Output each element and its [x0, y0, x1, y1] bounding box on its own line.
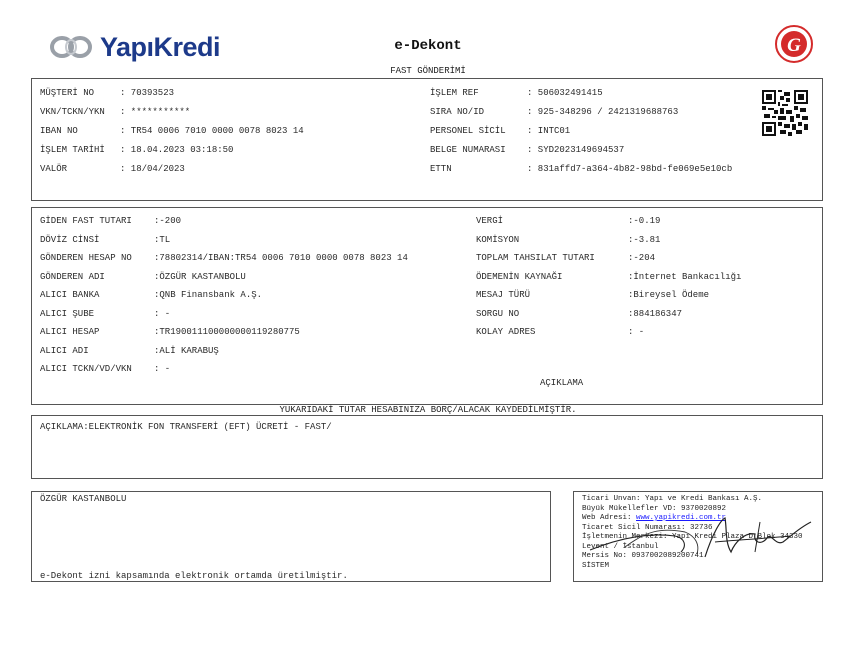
info-right-value: : INTC01 — [527, 126, 571, 136]
details-left-label: ALICI BANKA — [40, 290, 100, 300]
info-right-label: İŞLEM REF — [430, 88, 479, 98]
details-left-label: DÖVİZ CİNSİ — [40, 234, 100, 245]
info-right-label: BELGE NUMARASI — [430, 145, 506, 155]
svg-text:G: G — [787, 35, 801, 56]
customer-name: ÖZGÜR KASTANBOLU — [40, 494, 127, 504]
details-left-value: :TR190011100000000119280775 — [154, 327, 300, 337]
aciklama-heading: AÇIKLAMA — [540, 378, 584, 388]
info-left-value: : *********** — [120, 107, 191, 117]
details-left-value: :78802314/IBAN:TR54 0006 7010 0000 0078 8023 14 — [154, 253, 408, 263]
details-left-label: ALICI ADI — [40, 345, 89, 356]
info-right-value: : 506032491415 — [527, 88, 603, 98]
quality-seal-icon — [774, 24, 814, 64]
details-right-label: ÖDEMENİN KAYNAĞI — [476, 271, 563, 282]
details-left-value: : - — [154, 364, 171, 374]
transaction-type: FAST GÖNDERİMİ — [390, 66, 466, 76]
details-left-label: ALICI TCKN/VD/VKN — [40, 364, 132, 374]
bank-website-link[interactable]: www.yapikredi.com.tr — [636, 514, 727, 522]
description-text: AÇIKLAMA:ELEKTRONİK FON TRANSFERİ (EFT) ÜCRETİ - FAST/ — [40, 422, 332, 432]
info-right-label: ETTN — [430, 164, 452, 174]
info-left-label: MÜŞTERİ NO — [40, 88, 95, 98]
info-right-value: : 925-348296 / 2421319688763 — [527, 107, 679, 117]
details-right-value: :Bireysel Ödeme — [628, 290, 710, 300]
signature-icon — [585, 512, 815, 562]
info-left-value: : 70393523 — [120, 88, 175, 98]
details-right-label: KOLAY ADRES — [476, 327, 536, 337]
info-right-label: PERSONEL SİCİL — [430, 126, 506, 136]
details-left-value: :TL — [154, 234, 171, 245]
details-left-value: :ÖZGÜR KASTANBOLU — [154, 271, 246, 282]
edekont-note: e-Dekont izni kapsamında elektronik ortamda üretilmiştir. — [40, 571, 348, 581]
details-left-value: :-200 — [154, 216, 182, 226]
info-right-value: : SYD2023149694537 — [527, 145, 625, 155]
details-left-value: :QNB Finansbank A.Ş. — [154, 290, 263, 300]
details-left-value: :ALİ KARABUŞ — [154, 345, 219, 356]
details-right-label: KOMİSYON — [476, 234, 520, 245]
details-right-value: :-204 — [628, 253, 656, 263]
details-left-value: : - — [154, 308, 171, 319]
info-left-value: : 18.04.2023 03:18:50 — [120, 145, 234, 155]
info-left-label: VALÖR — [40, 164, 68, 174]
info-left-label: VKN/TCKN/YKN — [40, 107, 105, 117]
info-left-value: : 18/04/2023 — [120, 164, 185, 174]
details-right-label: MESAJ TÜRÜ — [476, 290, 531, 300]
info-left-value: : TR54 0006 7010 0000 0078 8023 14 — [120, 126, 304, 136]
details-right-label: SORGU NO — [476, 308, 520, 319]
details-right-value: :-0.19 — [628, 216, 661, 226]
info-left-label: IBAN NO — [40, 126, 78, 136]
info-right-label: SIRA NO/ID — [430, 107, 485, 117]
details-right-value: :-3.81 — [628, 234, 661, 245]
debit-credit-notice: YUKARIDAKİ TUTAR HESABINIZA BORÇ/ALACAK KAYDEDİLMİŞTİR. — [279, 405, 577, 415]
details-right-label: VERGİ — [476, 216, 504, 226]
document-title: e-Dekont — [394, 38, 462, 54]
info-left-label: İŞLEM TARİHİ — [40, 145, 105, 155]
qr-code-icon — [762, 90, 808, 136]
transfer-details-box — [31, 207, 823, 405]
details-right-value: : - — [628, 327, 645, 337]
brand-name: YapıKredi — [100, 31, 221, 62]
details-left-label: ALICI HESAP — [40, 327, 100, 337]
details-left-label: GÖNDEREN HESAP NO — [40, 253, 132, 263]
details-right-label: TOPLAM TAHSILAT TUTARI — [476, 253, 595, 263]
details-left-label: GÖNDEREN ADI — [40, 271, 105, 282]
details-right-value: :İnternet Bankacılığı — [628, 271, 742, 282]
details-right-value: :884186347 — [628, 308, 683, 319]
details-left-label: GİDEN FAST TUTARI — [40, 216, 132, 226]
details-left-label: ALICI ŞUBE — [40, 308, 95, 319]
info-right-value: : 831affd7-a364-4b82-98bd-fe069e5e10cb — [527, 164, 733, 174]
bank-legal-info: Ticari Unvan: Yapı ve Kredi Bankası A.Ş. Büyük Mükellefler VD: 9370020892 Web Adresi: www.yapikredi.com.tr Ticaret Sicil Numarası: 32736 İşletmenin Merkezi: Yapı Kredi Plaza D Blok 34330 Levent / İstanbul Mersis No: 0937002089200741 SİSTEM — [582, 495, 803, 570]
